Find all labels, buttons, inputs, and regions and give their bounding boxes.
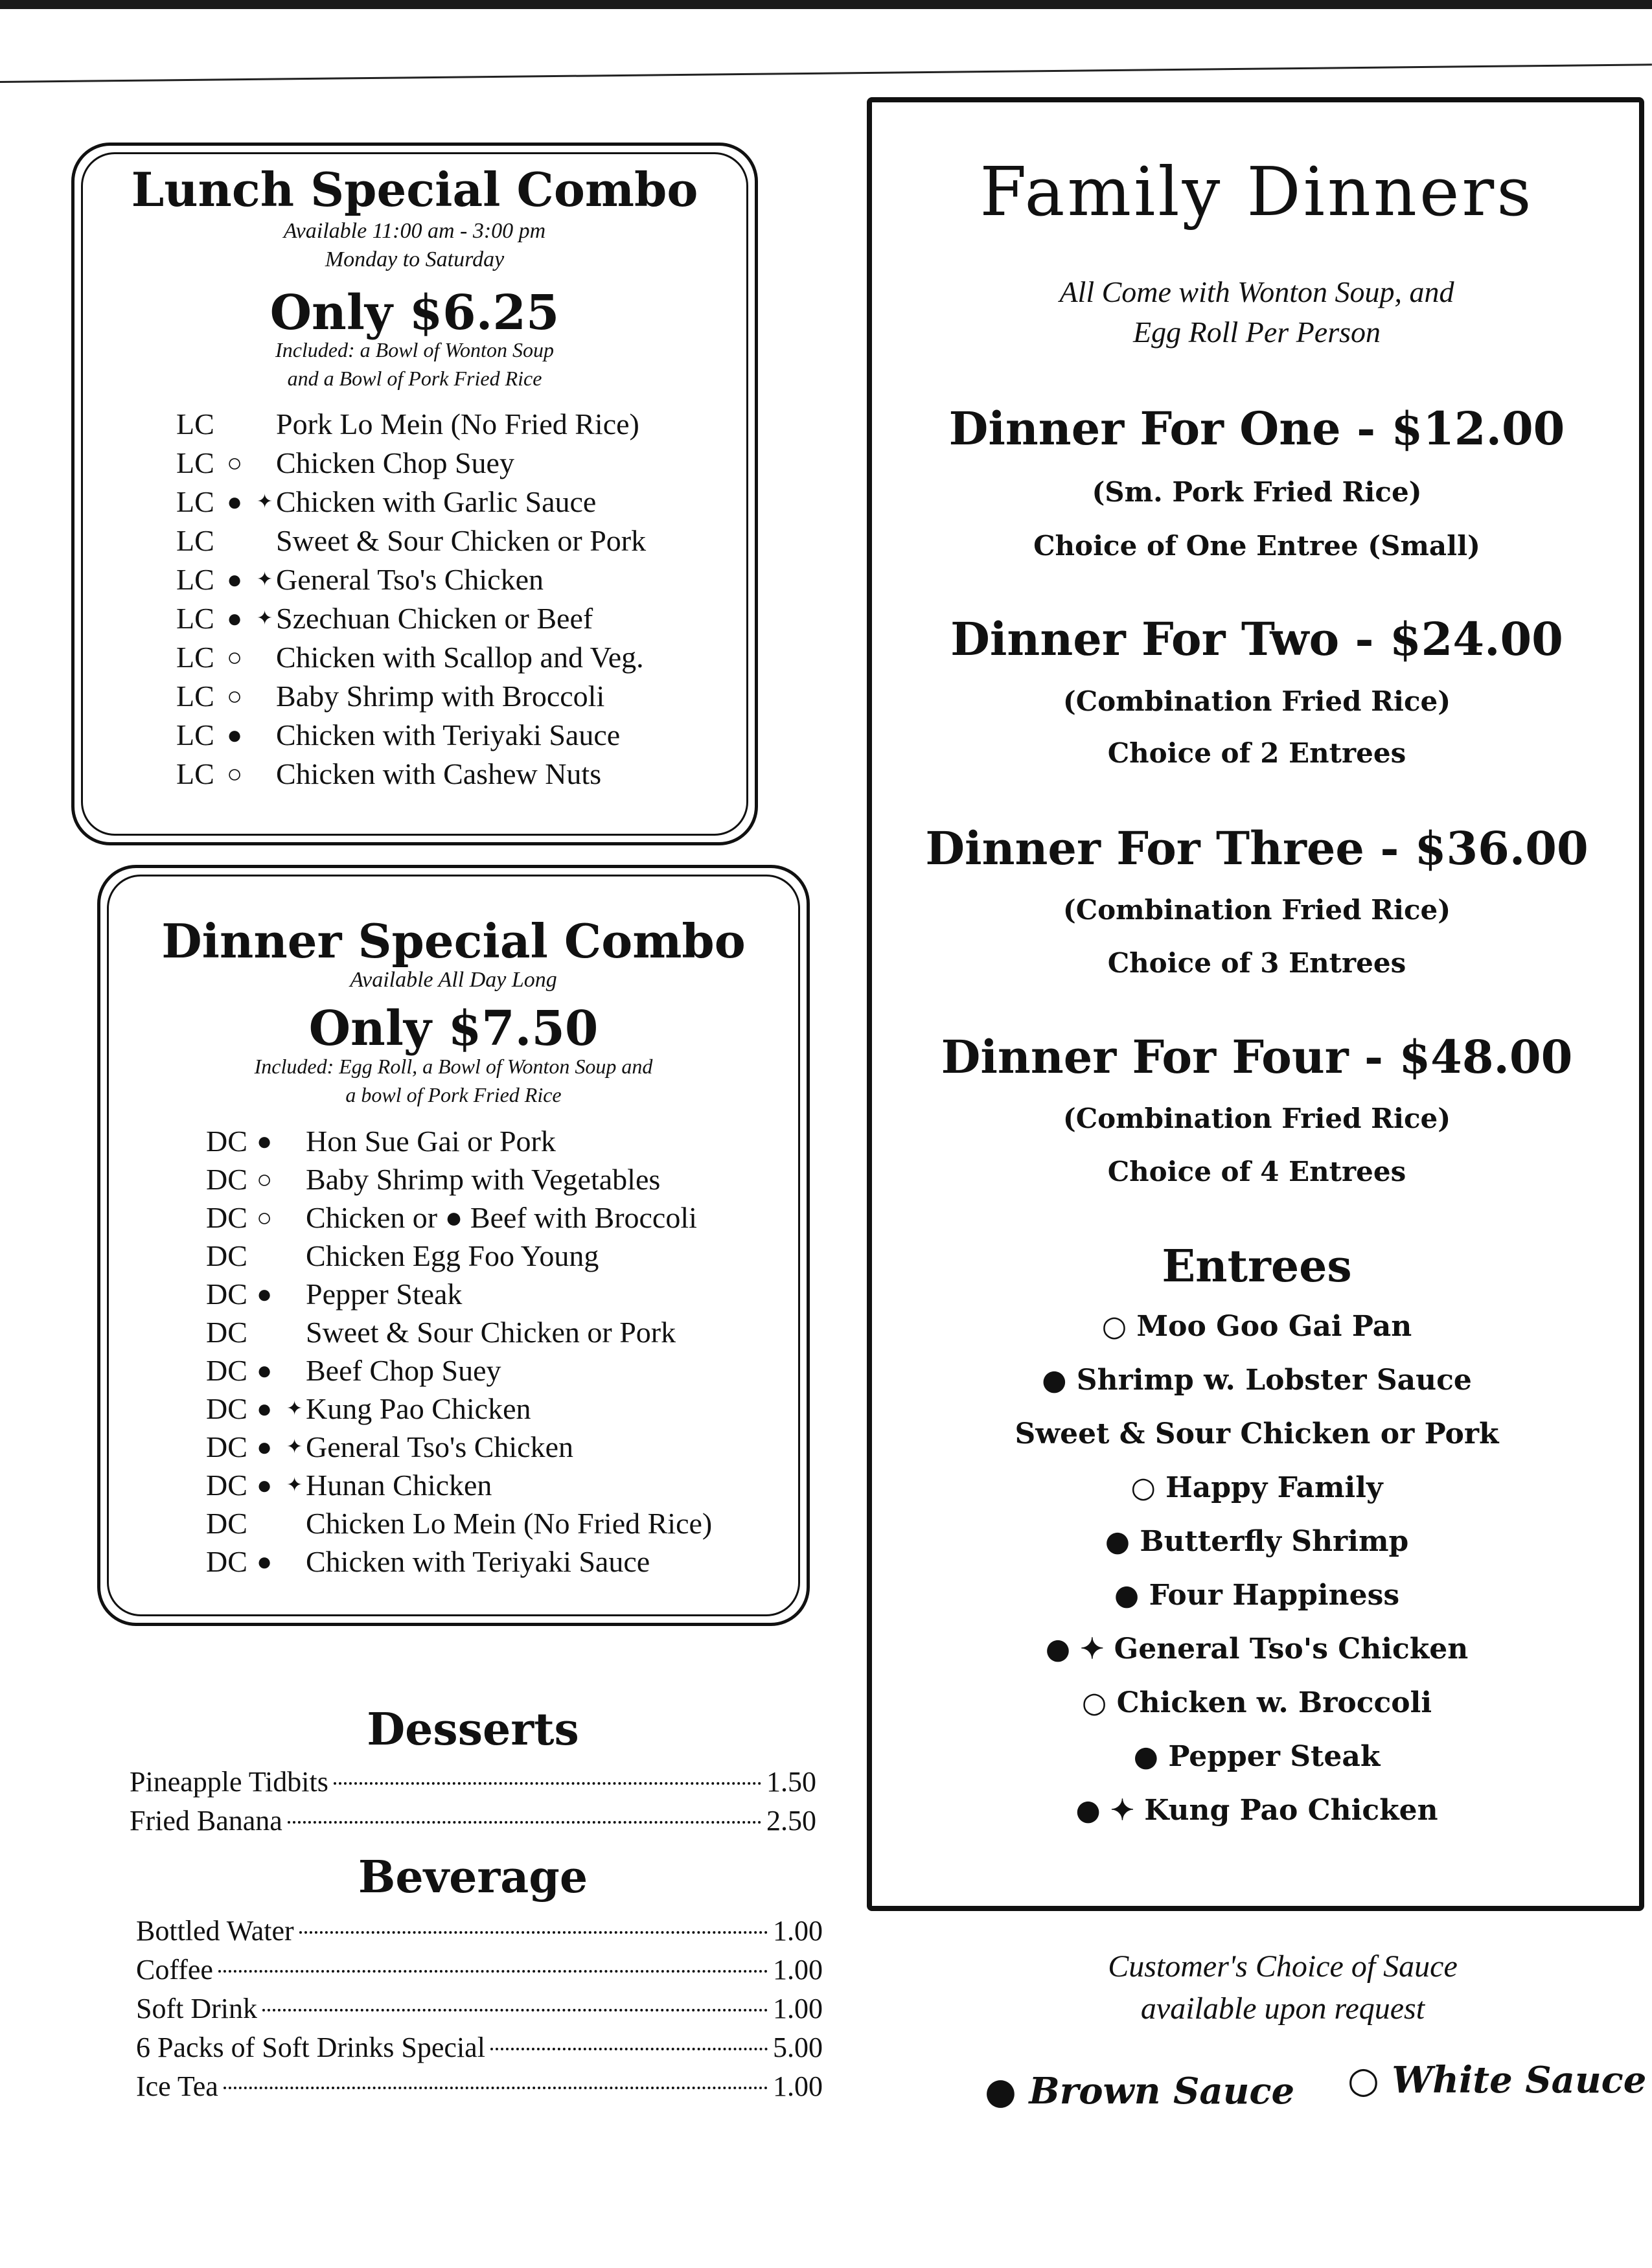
dinner-for-three-rice: (Combination Fried Rice) <box>1062 894 1451 926</box>
item-mark: ○ <box>257 1203 273 1232</box>
beverage-title: Beverage <box>358 1851 588 1903</box>
item-name: Chicken Lo Mein (No Fried Rice) <box>306 1507 713 1540</box>
lunch-price: Only $6.25 <box>270 285 560 341</box>
dinner-item <box>206 1200 697 1235</box>
item-code: DC <box>206 1392 247 1425</box>
beverage-name: Bottled Water <box>136 1915 294 1947</box>
item-mark: ● <box>257 1279 273 1309</box>
dinner-price: Only $7.50 <box>308 1001 599 1057</box>
beverage-name: Coffee <box>136 1954 213 1986</box>
item-code: DC <box>206 1430 247 1463</box>
lunch-item <box>176 640 644 674</box>
dinner-for-three-choice: Choice of 3 Entrees <box>1107 947 1406 979</box>
beverage-row <box>136 2070 823 2103</box>
item-code: LC <box>176 718 214 751</box>
beverage-name: Ice Tea <box>136 2070 218 2102</box>
item-name: Hon Sue Gai or Pork <box>306 1125 556 1158</box>
entree-item: ● ✦ General Tso's Chicken <box>1045 1632 1469 1666</box>
sauce-note-1: Customer's Choice of Sauce <box>1108 1949 1458 1984</box>
item-mark: ● <box>257 1127 273 1156</box>
item-mark: ● <box>257 1394 273 1423</box>
entree-item: ○ Chicken w. Broccoli <box>1081 1686 1432 1719</box>
dinner-item <box>206 1430 573 1464</box>
sauce-note-2: available upon request <box>1140 1991 1425 2026</box>
beverage-row <box>136 2031 823 2064</box>
item-code: DC <box>206 1316 247 1349</box>
lunch-item <box>176 718 620 752</box>
dessert-price: 2.50 <box>766 1805 816 1837</box>
dinner-item <box>206 1468 492 1502</box>
spicy-icon: ✦ <box>257 569 273 590</box>
brown-sauce-option: ● Brown Sauce <box>985 2070 1295 2113</box>
item-mark: ● <box>257 1471 273 1500</box>
item-name: Chicken with Teriyaki Sauce <box>306 1545 650 1578</box>
entree-item: ○ Happy Family <box>1130 1471 1383 1504</box>
item-mark: ● <box>257 1356 273 1385</box>
item-code: DC <box>206 1507 247 1540</box>
item-code: DC <box>206 1201 247 1234</box>
item-code: LC <box>176 680 214 713</box>
item-code: LC <box>176 757 214 790</box>
scan-edge <box>0 0 1652 9</box>
entree-item: ● ✦ Kung Pao Chicken <box>1075 1794 1438 1827</box>
item-code: DC <box>206 1277 247 1311</box>
item-name: Pork Lo Mein (No Fried Rice) <box>276 407 639 441</box>
item-mark: ● <box>227 604 243 633</box>
family-subtitle-2: Egg Roll Per Person <box>1133 315 1381 349</box>
dessert-row <box>130 1765 816 1798</box>
lunch-item <box>176 446 514 480</box>
lunch-days: Monday to Saturday <box>325 247 505 271</box>
item-code: LC <box>176 563 214 596</box>
item-code: DC <box>206 1239 247 1272</box>
item-name: Kung Pao Chicken <box>306 1392 531 1425</box>
dinner-included-1: Included: Egg Roll, a Bowl of Wonton Soup and <box>254 1055 653 1078</box>
dinner-item <box>206 1239 599 1273</box>
beverage-name: Soft Drink <box>136 1993 257 2024</box>
dinner-for-two-rice: (Combination Fried Rice) <box>1062 685 1451 717</box>
spicy-icon: ✦ <box>257 608 273 629</box>
item-code: LC <box>176 485 214 518</box>
item-name: Chicken with Cashew Nuts <box>276 757 602 790</box>
dinner-included-2: a bowl of Pork Fried Rice <box>345 1083 562 1106</box>
item-code: DC <box>206 1125 247 1158</box>
entree-item: ● Butterfly Shrimp <box>1105 1525 1409 1558</box>
item-code: LC <box>176 641 214 674</box>
beverage-price: 1.00 <box>773 1954 823 1986</box>
item-name: Baby Shrimp with Broccoli <box>276 680 605 713</box>
lunch-item <box>176 523 646 558</box>
lunch-included-2: and a Bowl of Pork Fried Rice <box>287 367 542 390</box>
item-name: Chicken with Teriyaki Sauce <box>276 718 621 751</box>
item-code: LC <box>176 524 214 557</box>
entree-item: ● Four Happiness <box>1114 1579 1400 1612</box>
dinner-item <box>206 1124 556 1158</box>
item-code: LC <box>176 602 214 635</box>
item-mark: ● <box>257 1432 273 1461</box>
dinner-item <box>206 1544 650 1579</box>
dinner-item <box>206 1353 501 1388</box>
lunch-included-1: Included: a Bowl of Wonton Soup <box>275 338 554 361</box>
dinner-hours: Available All Day Long <box>350 968 557 992</box>
item-mark: ● <box>227 487 243 516</box>
dinner-item <box>206 1315 676 1349</box>
dinner-for-four-title: Dinner For Four - $48.00 <box>941 1030 1573 1084</box>
dessert-row <box>130 1804 816 1837</box>
item-name: Beef Chop Suey <box>306 1354 501 1387</box>
dessert-name: Pineapple Tidbits <box>130 1766 328 1798</box>
item-mark: ● <box>257 1547 273 1576</box>
lunch-title: Lunch Special Combo <box>131 162 698 217</box>
entree-item: Sweet & Sour Chicken or Pork <box>1015 1417 1499 1450</box>
item-name: Chicken Chop Suey <box>276 446 514 479</box>
beverage-row <box>136 1953 823 1986</box>
item-name: Chicken or ● Beef with Broccoli <box>306 1201 697 1234</box>
item-mark: ● <box>227 565 243 594</box>
dinner-for-two-choice: Choice of 2 Entrees <box>1107 737 1406 769</box>
beverage-price: 5.00 <box>773 2032 823 2063</box>
dinner-for-one-title: Dinner For One - $12.00 <box>948 402 1565 455</box>
item-code: DC <box>206 1469 247 1502</box>
item-mark: ○ <box>227 448 243 477</box>
item-name: Sweet & Sour Chicken or Pork <box>276 524 647 557</box>
entree-item: ○ Moo Goo Gai Pan <box>1101 1310 1412 1343</box>
lunch-item <box>176 601 593 636</box>
item-code: LC <box>176 446 214 479</box>
item-name: Sweet & Sour Chicken or Pork <box>306 1316 676 1349</box>
item-name: General Tso's Chicken <box>276 563 544 596</box>
beverage-price: 1.00 <box>773 2070 823 2102</box>
spicy-icon: ✦ <box>286 1436 303 1458</box>
dinner-for-three-title: Dinner For Three - $36.00 <box>925 821 1589 875</box>
desserts-title: Desserts <box>367 1704 579 1756</box>
dinner-title: Dinner Special Combo <box>161 913 746 968</box>
beverage-price: 1.00 <box>773 1993 823 2024</box>
lunch-item <box>176 757 601 791</box>
spicy-icon: ✦ <box>286 1398 303 1419</box>
item-code: DC <box>206 1163 247 1196</box>
item-code: DC <box>206 1545 247 1578</box>
item-mark: ○ <box>227 643 243 672</box>
scan-rule <box>0 63 1652 83</box>
item-code: DC <box>206 1354 247 1387</box>
entrees-title: Entrees <box>1162 1241 1352 1292</box>
spicy-icon: ✦ <box>257 491 273 512</box>
dinner-for-two-title: Dinner For Two - $24.00 <box>950 612 1563 666</box>
dessert-price: 1.50 <box>766 1766 816 1798</box>
dinner-item <box>206 1162 660 1197</box>
family-title: Family Dinners <box>980 152 1534 231</box>
item-name: Chicken Egg Foo Young <box>306 1239 599 1272</box>
entree-item: ● Pepper Steak <box>1133 1740 1381 1773</box>
item-name: General Tso's Chicken <box>306 1430 574 1463</box>
item-mark: ○ <box>227 759 243 788</box>
dinner-for-four-choice: Choice of 4 Entrees <box>1107 1156 1406 1187</box>
dinner-item <box>206 1277 462 1311</box>
beverage-price: 1.00 <box>773 1915 823 1947</box>
family-subtitle-1: All Come with Wonton Soup, and <box>1059 275 1454 308</box>
beverage-row <box>136 1992 823 2025</box>
lunch-item <box>176 679 604 713</box>
spicy-icon: ✦ <box>286 1474 303 1496</box>
lunch-hours: Available 11:00 am - 3:00 pm <box>283 219 546 243</box>
beverage-row <box>136 1914 823 1947</box>
item-mark: ● <box>227 720 243 750</box>
item-name: Pepper Steak <box>306 1277 463 1311</box>
dinner-for-four-rice: (Combination Fried Rice) <box>1062 1103 1451 1134</box>
lunch-item <box>176 407 639 441</box>
dinner-for-one-rice: (Sm. Pork Fried Rice) <box>1092 476 1422 508</box>
item-name: Hunan Chicken <box>306 1469 492 1502</box>
beverage-name: 6 Packs of Soft Drinks Special <box>136 2032 485 2063</box>
white-sauce-option: ○ White Sauce <box>1348 2059 1647 2102</box>
dinner-for-one-choice: Choice of One Entree (Small) <box>1033 530 1480 562</box>
entree-item: ● Shrimp w. Lobster Sauce <box>1042 1364 1472 1397</box>
item-name: Szechuan Chicken or Beef <box>276 602 593 635</box>
item-name: Chicken with Garlic Sauce <box>276 485 597 518</box>
item-name: Chicken with Scallop and Veg. <box>276 641 644 674</box>
lunch-item <box>176 562 544 597</box>
item-mark: ○ <box>227 682 243 711</box>
item-mark: ○ <box>257 1165 273 1194</box>
dinner-item <box>206 1392 531 1426</box>
dessert-name: Fried Banana <box>130 1805 282 1837</box>
item-code: LC <box>176 407 214 441</box>
lunch-item <box>176 485 596 519</box>
dinner-item <box>206 1506 712 1541</box>
item-name: Baby Shrimp with Vegetables <box>306 1163 661 1196</box>
